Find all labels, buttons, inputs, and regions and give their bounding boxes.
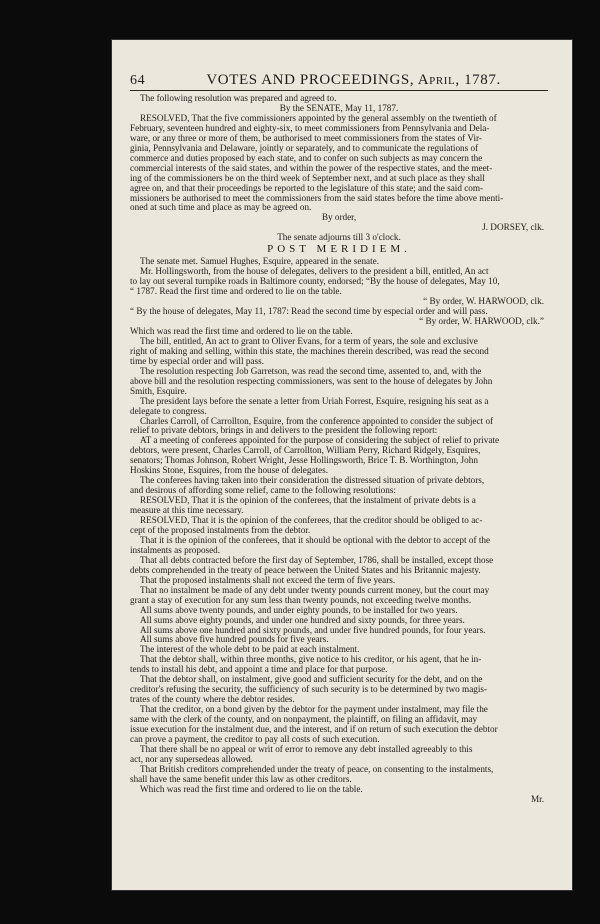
text-line: act, nor any supersedeas allowed. bbox=[130, 753, 253, 764]
document-page bbox=[112, 40, 572, 890]
text-line: RESOLVED, That it is the opinion of the conferees, that the instalment of private debts is a bbox=[140, 495, 476, 506]
text-line: The resolution respecting Job Garretson, was read the second time, assented to, and, with the bbox=[140, 365, 482, 376]
text-line: instalments as proposed. bbox=[130, 544, 221, 555]
page-header bbox=[130, 72, 548, 91]
text-line: The interest of the whole debt to be paid at each instalment. bbox=[140, 644, 360, 655]
text-line: RESOLVED, That it is the opinion of the conferees, that the creditor should be obliged to ac- bbox=[140, 515, 483, 526]
text-line: can prove a payment, the creditor to pay all costs of such execution. bbox=[130, 734, 380, 744]
text-line: By the SENATE, May 11, 1787. bbox=[279, 102, 399, 113]
text-line: “ By the house of delegates, May 11, 1787: Read the second time by especial order and will pass. bbox=[130, 306, 488, 317]
text-line: J. DORSEY, clk. bbox=[482, 222, 544, 233]
text-line: Which was read the first time and ordered to lie on the table. bbox=[140, 783, 363, 794]
text-line: missioners be authorised to meet the commissioners from the said states before the time above menti- bbox=[130, 192, 504, 203]
text-line: “ 1787. Read the first time and ordered to lie on the table. bbox=[130, 286, 342, 297]
text-line: tends to install his debt, and appoint a time and place for that purpose. bbox=[130, 664, 388, 675]
text-line: By order, bbox=[321, 212, 357, 223]
text-line: That all debts contracted before the first day of September, 1786, shall be installed, except those bbox=[140, 554, 494, 565]
text-line: above bill and the resolution respecting commissioners, was sent to the house of delegates by John bbox=[130, 375, 493, 386]
text-line: delegate to congress. bbox=[130, 405, 207, 416]
text-line: “ By order, W. HARWOOD, clk. bbox=[423, 296, 544, 307]
text-line: Hoskins Stone, Esquires, from the house of delegates. bbox=[130, 465, 329, 476]
text-line: All sums above eighty pounds, and under one hundred and sixty pounds, for three years. bbox=[140, 614, 465, 625]
text-line: All sums above one hundred and sixty pounds, and under five hundred pounds, for four years. bbox=[140, 624, 486, 635]
text-line: creditor's refusing the security, the sufficiency of such security is to be determined by two magis- bbox=[130, 684, 488, 695]
text-line: agree on, and that their proceedings be reported to the legislature of this state; and the said com- bbox=[130, 182, 484, 193]
text-line: right of making and selling, within this state, the machines therein described, was read the second bbox=[130, 345, 489, 356]
text-line: senators; Thomas Johnson, Robert Wright, Jesse Hollingsworth, Brice T. B. Worthington, John bbox=[130, 455, 478, 466]
text-line: issue execution for the instalment due, and the interest, and if on return of such execution the debtor bbox=[130, 724, 498, 735]
text-line: cept of the proposed instalments from the debtor. bbox=[130, 524, 311, 535]
text-line: All sums above five hundred pounds for five years. bbox=[140, 634, 329, 645]
text-line: RESOLVED, That the five commissioners appointed by the general assembly on the twentieth of bbox=[140, 112, 497, 123]
text-line: That the creditor, on a bond given by the debtor for the payment under instalment, may file the bbox=[140, 704, 488, 715]
text-line: That the debtor shall, within three months, give notice to his creditor, or his agent, that he in- bbox=[140, 654, 482, 665]
text-line: “ By order, W. HARWOOD, clk.” bbox=[419, 315, 544, 326]
text-line: The senate met. Samuel Hughes, Esquire, appeared in the senate. bbox=[140, 256, 380, 267]
text-line: That the debtor shall, on instalment, give good and sufficient security for the debt, and on the bbox=[140, 674, 483, 685]
text-line: shall have the same benefit under this law as other creditors. bbox=[130, 773, 352, 784]
text-line: debts comprehended in the treaty of peace between the United States and his Britannic majesty. bbox=[130, 564, 481, 575]
text-line: The bill, entitled, An act to grant to Oliver Evans, for a term of years, the sole and exclusive bbox=[140, 335, 478, 346]
text-line: time by especial order and will pass. bbox=[130, 355, 264, 366]
text-line: The president lays before the senate a letter from Uriah Forrest, Esquire, resigning his seat as a bbox=[140, 395, 489, 406]
text-line: debtors, were present, Charles Carroll, of Carrollton, William Perry, Richard Ridgely, Esquires, bbox=[130, 445, 481, 456]
text-line: grant a stay of execution for any sum less than twenty pounds, not exceeding twelve months. bbox=[130, 594, 472, 605]
text-line: All sums above twenty pounds, and under eighty pounds, to be installed for two years. bbox=[140, 604, 458, 615]
text-line: relief to private debtors, brings in and delivers to the president the following report: bbox=[130, 425, 438, 436]
text-line: ing of the commissioners be on the third week of September next, and at such place as they shall bbox=[130, 172, 485, 183]
text-line: commerce and duties proposed by each state, and to confer on such subjects as may concern the bbox=[130, 152, 483, 163]
text-line: That it is the opinion of the conferees, that it should be optional with the debtor to accept of the bbox=[140, 534, 491, 545]
text-line: Which was read the first time and ordered to lie on the table. bbox=[130, 325, 353, 336]
text-line: to lay out several turnpike roads in Baltimore county, endorsed; “By the house of delegates, May 10, bbox=[130, 276, 500, 287]
body-text bbox=[130, 94, 548, 805]
section-heading: POST MERIDIEM. bbox=[267, 243, 411, 256]
text-line: February, seventeen hundred and eighty-six, to meet commissioners from Pennsylvania and Dela- bbox=[130, 122, 490, 133]
text-line: The senate adjourns till 3 o'clock. bbox=[277, 232, 401, 243]
text-line: That the proposed instalments shall not exceed the term of five years. bbox=[140, 574, 396, 585]
text-line: That no instalment be made of any debt under twenty pounds current money, but the court may bbox=[140, 584, 490, 595]
text-line: ware, or any three or more of them, be authorised to meet commissioners from the states of Vir- bbox=[130, 132, 482, 143]
text-line: AT a meeting of conferees appointed for the purpose of considering the subject of relief to private bbox=[140, 435, 500, 446]
text-line: The conferees having taken into their consideration the distressed situation of private debtors, bbox=[140, 475, 485, 486]
text-line: Charles Carroll, of Carrollton, Esquire, from the conference appointed to consider the subject of bbox=[140, 415, 494, 426]
text-line: commercial interests of the said states, and within the power of the respective states, and the meet- bbox=[130, 162, 493, 173]
text-line: and desirous of affording some relief, came to the following resolutions: bbox=[130, 485, 396, 496]
text-line: That British creditors comprehended under the treaty of peace, on consenting to the instalments, bbox=[140, 763, 494, 774]
text-line: ginia, Pennsylvania and Delaware, jointly or separately, and to communicate the regulations of bbox=[130, 142, 479, 153]
text-line: Mr. bbox=[530, 793, 544, 804]
text-line: Mr. Hollingsworth, from the house of delegates, delivers to the president a bill, entitled, An act bbox=[140, 266, 489, 277]
text-line: That there shall be no appeal or writ of error to remove any debt installed agreeably to this bbox=[140, 743, 473, 754]
running-title: VOTES AND PROCEEDINGS, April, 1787. bbox=[206, 72, 501, 88]
text-line: Smith, Esquire. bbox=[130, 385, 187, 396]
text-line: measure at this time necessary. bbox=[130, 505, 244, 516]
text-line: The following resolution was prepared and agreed to. bbox=[140, 93, 337, 103]
page-number: 64 bbox=[130, 73, 146, 88]
text-line: oned at such time and place as may be agreed on. bbox=[130, 202, 312, 213]
text-line: trates of the county where the debtor resides. bbox=[130, 694, 295, 705]
text-line: same with the clerk of the county, and on nonpayment, the plaintiff, on filing an affidavit, may bbox=[130, 714, 478, 725]
